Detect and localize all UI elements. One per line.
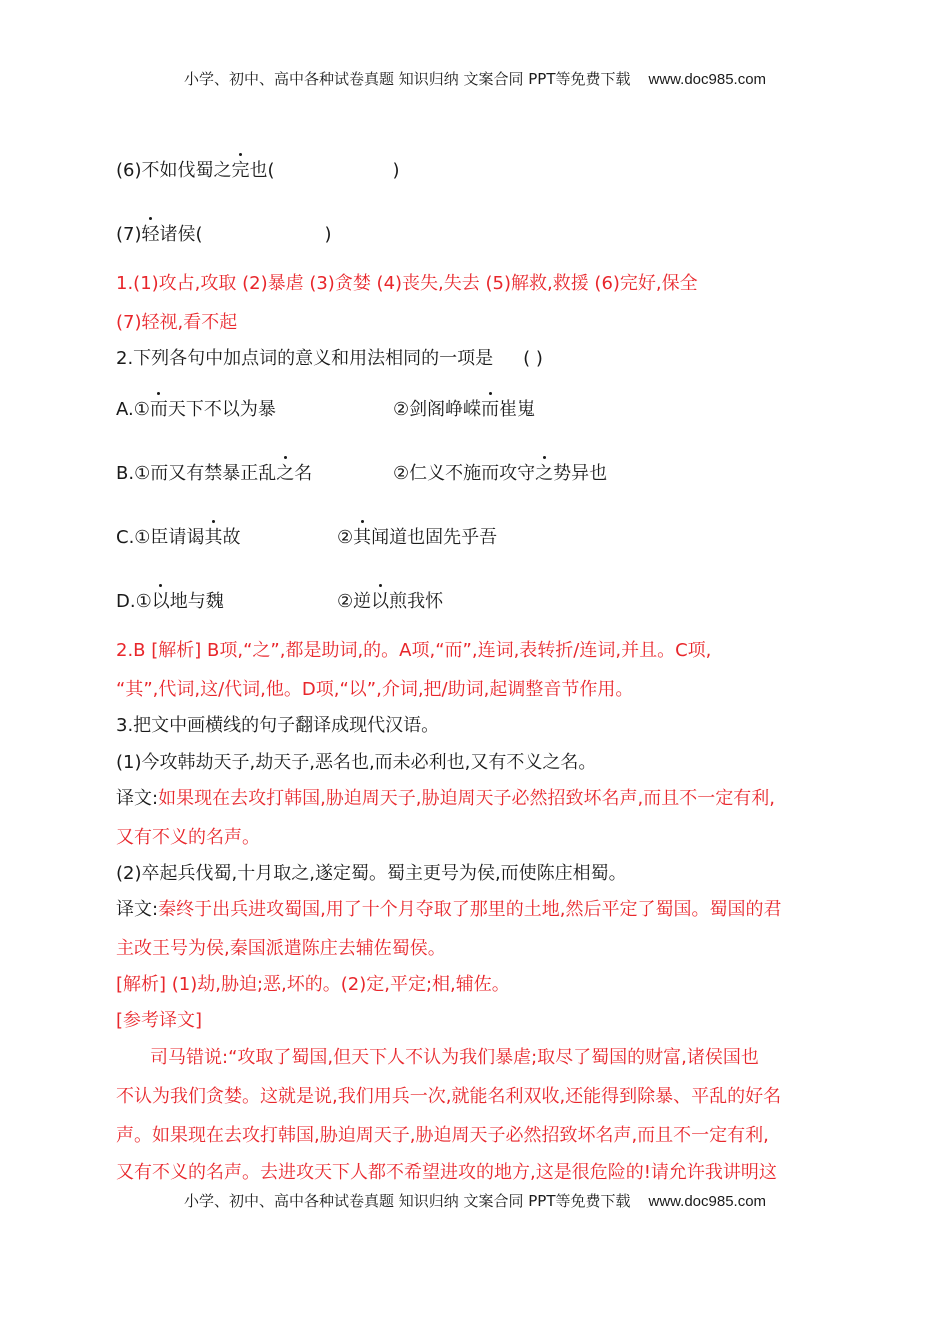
dotted-char: 其 bbox=[353, 525, 371, 551]
dotted-char: 而 bbox=[150, 397, 168, 423]
analysis-3: [解析] (1)劫,胁迫;恶,坏的。(2)定,平定;相,辅佐。 bbox=[116, 974, 510, 995]
dotted-char: 轻 bbox=[142, 222, 160, 248]
page-header bbox=[0, 68, 950, 89]
reference-title: [参考译文] bbox=[116, 1010, 203, 1031]
question-item-6: (6)不如伐蜀之完也( ) bbox=[116, 158, 400, 184]
translation-1-line-2: 又有不义的名声。 bbox=[116, 827, 260, 848]
header-text: 小学、初中、高中各种试卷真题 知识归纳 文案合同 PPT等免费下载 bbox=[183, 70, 631, 88]
dotted-char: 而 bbox=[481, 397, 499, 423]
page-footer bbox=[0, 1190, 950, 1211]
reference-line-2: 不认为我们贪婪。这就是说,我们用兵一次,就能名利双收,还能得到除暴、平乱的好名 bbox=[116, 1086, 782, 1107]
answer-1-line-1: 1.(1)攻占,攻取 (2)暴虐 (3)贪婪 (4)丧失,失去 (5)解救,救援 (6)完好,保全 bbox=[116, 273, 698, 294]
translation-2-line-2: 主改王号为侯,秦国派遣陈庄去辅佐蜀侯。 bbox=[116, 938, 446, 959]
option-d[interactable]: D.①以地与魏 ②逆以煎我怀 bbox=[116, 589, 224, 615]
question-3-stem: 3.把文中画横线的句子翻译成现代汉语。 bbox=[116, 715, 440, 736]
option-c[interactable]: C.①臣请谒其故 ②其闻道也固先乎吾 bbox=[116, 525, 240, 551]
reference-line-1: 司马错说:“攻取了蜀国,但天下人不认为我们暴虐;取尽了蜀国的财富,诸侯国也 bbox=[150, 1047, 759, 1068]
translation-1-line-1: 译文:如果现在去攻打韩国,胁迫周天子,胁迫周天子必然招致坏名声,而且不一定有利, bbox=[116, 788, 775, 809]
option-a[interactable]: A.①而天下不以为暴 ②剑阁峥嵘而崔嵬 bbox=[116, 397, 276, 423]
dotted-char: 之 bbox=[276, 461, 294, 487]
dotted-char: 以 bbox=[152, 589, 170, 615]
translation-label: 译文: bbox=[116, 788, 159, 809]
option-b[interactable]: B.①而又有禁暴正乱之名 ②仁义不施而攻守之势异也 bbox=[116, 461, 312, 487]
translation-2-line-1: 译文:秦终于出兵进攻蜀国,用了十个月夺取了那里的土地,然后平定了蜀国。蜀国的君 bbox=[116, 899, 782, 920]
dotted-char: 其 bbox=[204, 525, 222, 551]
question-item-7: (7)轻诸侯( ) bbox=[116, 222, 332, 248]
answer-1-line-2: (7)轻视,看不起 bbox=[116, 312, 238, 333]
answer-2-line-2: “其”,代词,这/代词,他。D项,“以”,介词,把/助词,起调整音节作用。 bbox=[116, 679, 634, 700]
dotted-char: 以 bbox=[371, 589, 389, 615]
option-d-part-2: ②逆以煎我怀 bbox=[337, 589, 443, 615]
question-2-stem: 2.下列各句中加点词的意义和用法相同的一项是 ( ) bbox=[116, 348, 543, 369]
footer-text: 小学、初中、高中各种试卷真题 知识归纳 文案合同 PPT等免费下载 bbox=[183, 1192, 631, 1210]
dotted-char: 完 bbox=[232, 158, 250, 184]
option-c-part-2: ②其闻道也固先乎吾 bbox=[337, 525, 497, 551]
option-b-part-2: ②仁义不施而攻守之势异也 bbox=[393, 461, 607, 487]
dotted-char: 之 bbox=[535, 461, 553, 487]
translation-label: 译文: bbox=[116, 899, 159, 920]
option-a-part-2: ②剑阁峥嵘而崔嵬 bbox=[393, 397, 535, 423]
reference-line-3: 声。如果现在去攻打韩国,胁迫周天子,胁迫周天子必然招致坏名声,而且不一定有利, bbox=[116, 1125, 769, 1146]
footer-url[interactable]: www.doc985.com bbox=[648, 1193, 767, 1210]
answer-2-line-1: 2.B [解析] B项,“之”,都是助词,的。A项,“而”,连词,表转折/连词,并且。C项, bbox=[116, 640, 712, 661]
sentence-2: (2)卒起兵伐蜀,十月取之,遂定蜀。蜀主更号为侯,而使陈庄相蜀。 bbox=[116, 863, 627, 884]
header-url[interactable]: www.doc985.com bbox=[648, 71, 767, 88]
reference-line-4: 又有不义的名声。去进攻天下人都不希望进攻的地方,这是很危险的!请允许我讲明这 bbox=[116, 1162, 777, 1183]
sentence-1: (1)今攻韩劫天子,劫天子,恶名也,而未必利也,又有不义之名。 bbox=[116, 752, 597, 773]
answer-paren[interactable]: ( ) bbox=[523, 348, 543, 369]
